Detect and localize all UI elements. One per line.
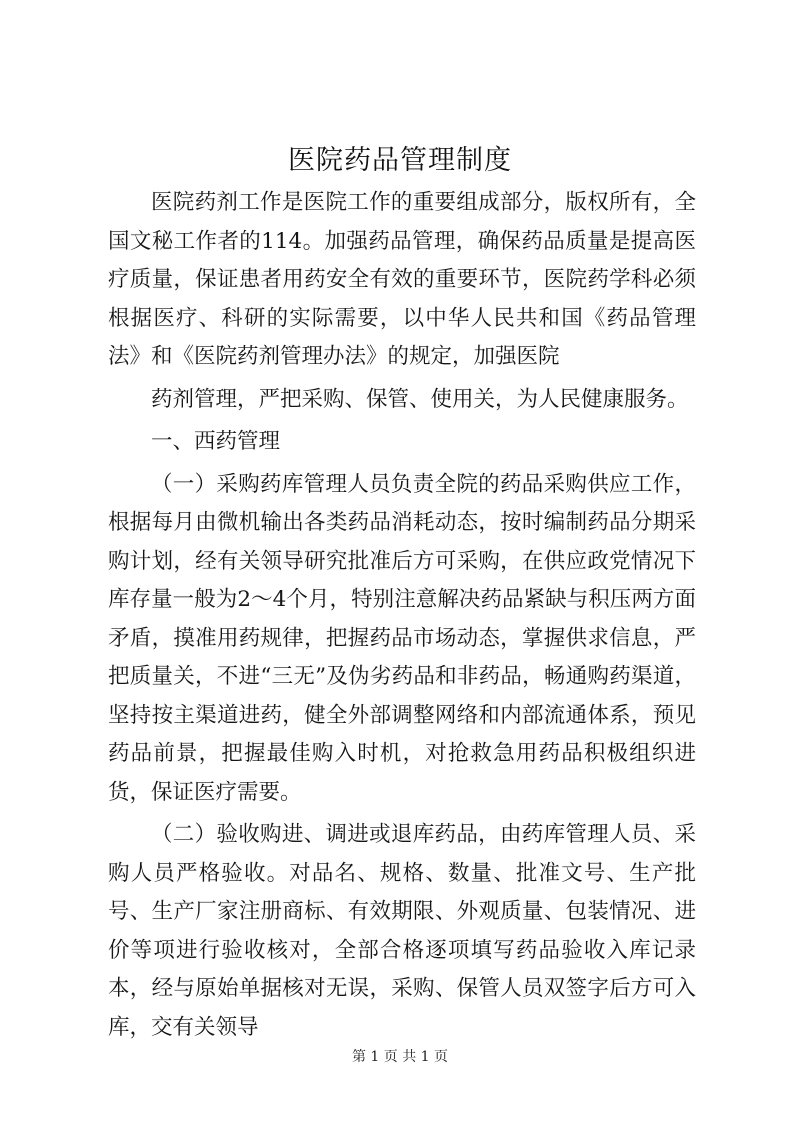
page-footer: 第 1 页 共 1 页 [351, 1049, 449, 1065]
document-body [108, 184, 696, 1047]
paragraph-acceptance: （二）验收购进、调进或退库药品，由药库管理人员、采购人员严格验收。对品名、规格、数量、批准文号、生产批号、生产厂家注册商标、有效期限、外观质量、包装情况、进价等项进行验收核对，全部合格逐项填写药品验收入库记录本，经与原始单据核对无误，采购、保管人员双签字后方可入库，交有关领导 [108, 822, 696, 1040]
paragraph-procurement: （一）采购药库管理人员负责全院的药品采购供应工作，根据每月由微机输出各类药品消耗动态，按时编制药品分期采购计划，经有关领导研究批准后方可采购，在供应政党情况下库存量一般为2～4个月，特别注意解决药品紧缺与积压两方面矛盾，摸准用药规律，把握药品市场动态，掌握供求信息，严把质量关，不进“三无”及伪劣药品和非药品，畅通购药渠道，坚持按主渠道进药，健全外部调整网络和内部流通体系，预见药品前景，把握最佳购入时机，对抢救急用药品积极组织进货，保证医疗需要。 [108, 471, 696, 805]
paragraph-intro: 医院药剂工作是医院工作的重要组成部分，版权所有，全国文秘工作者的114。加强药品管理，确保药品质量是提高医疗质量，保证患者用药安全有效的重要环节，医院药学科必须根据医疗、科研的实际需要，以中华人民共和国《药品管理法》和《医院药剂管理办法》的规定，加强医院 [108, 190, 696, 369]
paragraph-intro-continued: 药剂管理，严把采购、保管、使用关，为人民健康服务。 [151, 386, 689, 412]
section-heading-western-medicine: 一、西药管理 [151, 429, 281, 454]
document-title: 医院药品管理制度 [288, 145, 512, 176]
